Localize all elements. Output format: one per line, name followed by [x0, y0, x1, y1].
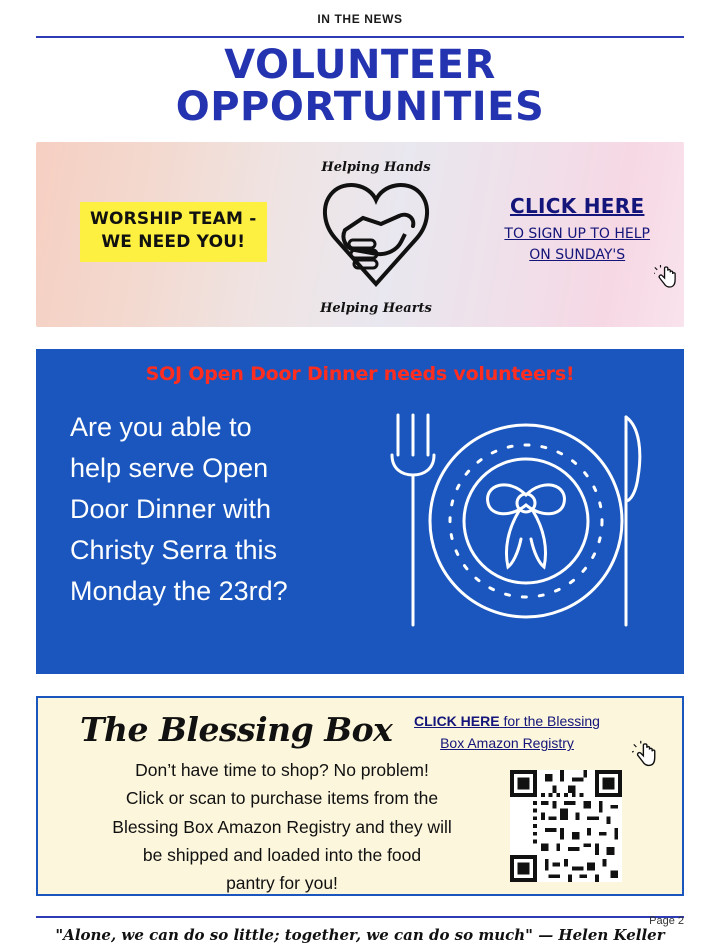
page-kicker: IN THE NEWS [317, 12, 403, 26]
blessing-registry-link[interactable] [392, 710, 622, 755]
helping-hands-logo [301, 158, 451, 318]
blessing-copy-line2: Click or scan to purchase items from the [125, 788, 439, 809]
worship-team-banner[interactable] [36, 142, 684, 327]
dinner-body-line1: Are you able to [70, 412, 252, 442]
worship-highlight-line1: WORSHIP TEAM - [90, 209, 257, 229]
logo-top-text: Helping Hands [321, 160, 431, 175]
dinner-body-line5: Monday the 23rd? [70, 576, 288, 607]
worship-click-sub [504, 224, 650, 266]
place-setting-illustration [358, 397, 658, 647]
blessing-box-title: The Blessing Box [80, 710, 393, 749]
blessing-link-rest[interactable]: for the Blessing [499, 713, 600, 729]
blessing-copy-line5: pantry for you! [226, 873, 338, 894]
blessing-click-here-label[interactable]: CLICK HERE [414, 713, 500, 729]
click-cursor-icon [632, 740, 660, 768]
worship-signup-link[interactable] [504, 194, 650, 266]
worship-click-sub-line1: TO SIGN UP TO HELP [504, 226, 650, 242]
open-door-dinner-banner [36, 349, 684, 674]
click-cursor-icon [654, 265, 680, 291]
dinner-body-line3: Door Dinner with [70, 494, 272, 525]
worship-highlight-line2: WE NEED YOU! [101, 231, 246, 252]
dinner-body-line2: help serve Open [70, 453, 269, 484]
worship-click-sub-line2: ON SUNDAY'S [529, 247, 626, 263]
worship-click-here-label[interactable]: CLICK HERE [509, 194, 645, 218]
dinner-body-line4: Christy Serra this [70, 535, 278, 566]
footer-divider [36, 916, 684, 918]
dinner-body-text [70, 407, 345, 612]
logo-bottom-text: Helping Hearts [320, 301, 432, 316]
qr-code[interactable] [510, 770, 622, 882]
page-number: Page 2 [649, 915, 684, 927]
footer-quote: "Alone, we can do so little; together, we can do so much" — Helen Keller [55, 926, 665, 944]
blessing-box-copy [72, 756, 492, 896]
blessing-link-line2[interactable]: Box Amazon Registry [440, 735, 574, 752]
dinner-headline: SOJ Open Door Dinner needs volunteers! [145, 363, 575, 385]
blessing-copy-line4: be shipped and loaded into the food [142, 845, 422, 866]
worship-highlight-text [80, 202, 267, 262]
page-title: VOLUNTEER OPPORTUNITIES [175, 42, 545, 130]
handshake-heart-icon [301, 158, 451, 318]
blessing-copy-line1: Don’t have time to shop? No problem! [135, 760, 429, 780]
blessing-box-banner[interactable] [36, 696, 684, 896]
blessing-copy-line3: Blessing Box Amazon Registry and they will [112, 816, 452, 837]
header-divider [36, 36, 684, 38]
blessing-link-line1[interactable] [392, 710, 622, 732]
